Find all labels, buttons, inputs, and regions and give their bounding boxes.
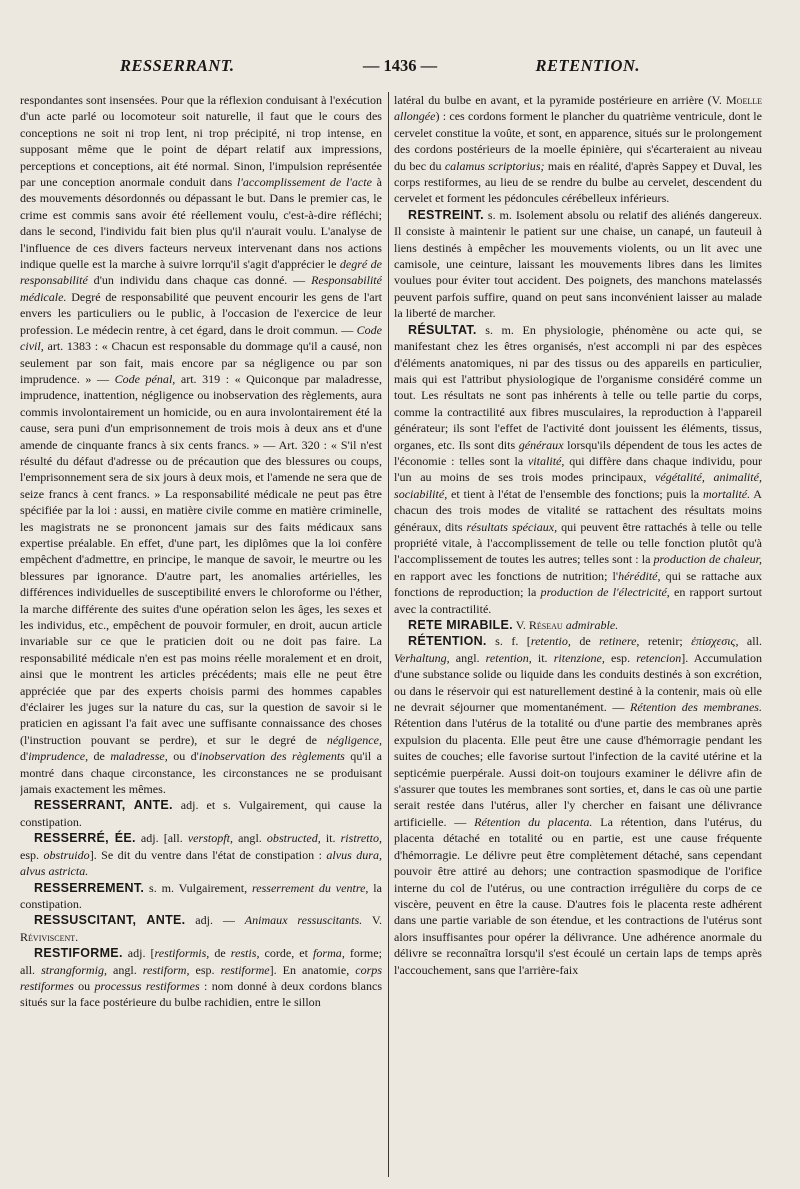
headword: RESSERRÉ, ÉE.	[34, 831, 136, 846]
entry-restiforme	[20, 945, 382, 1011]
entry-retention	[394, 633, 762, 978]
text-run: restiform,	[142, 962, 190, 977]
headword: RESSERRANT, ANTE.	[34, 798, 173, 813]
text-run: retencion	[636, 650, 682, 665]
text-run: ]. Accumulation d'une substance solide ou liquide dans les conduits destinés à son excrétion, ou dans le réservoir qui est naturellement destiné à la contenir, mais où elle ne devrait séjourner que momentanément. —	[394, 650, 762, 715]
text-run: restiformis,	[154, 946, 210, 961]
text-run: qui diffère dans chaque individu, pour l'un au moins de ses trois modes principaux,	[394, 453, 762, 485]
column-divider	[388, 92, 389, 1177]
text-run: all.	[738, 634, 762, 649]
text-run: production de l'électricité,	[540, 585, 670, 600]
continued-entry-restiforme	[394, 92, 762, 207]
right-column	[394, 92, 762, 1182]
text-run: angl.	[233, 831, 267, 846]
headword: RÉTENTION.	[408, 634, 487, 649]
text-run: qui se rattache aux fonctions de reproduction; la	[394, 568, 762, 600]
entry-resserrement	[20, 880, 382, 913]
text-run: art. 319 : « Quiconque par maladresse, imprudence, inattention, négligence ou inobservation des règlements, aura commis involontairement un homicide, ou en aura involontairement été la cause, sera puni d'un emprisonnement de trois mois à deux ans et d'une amende de cinquante francs à six cents francs. » — Art. 320 : « S'il n'est résulté du défaut d'adresse ou de précaution que des blessures ou coups, l'emprisonnement sera de six jours à deux mois, et l'amende ne sera que de seize francs à cent francs. » La responsabilité médicale ne peut pas être spécifiée par la loi : aussi, en matière civile comme en matière criminelle, les magistrats ne se prononcent jamais sur des faits médicaux sans expertise préalable. En effet, d'une part, les diplômes que la loi confère empêchent d'admettre, en principe, le manque de savoir, le meurtre ou les blessures par ignorance. D'autre part, les anomalies artérielles, les différences individuelles de susceptibilité envers le chloroforme ou l'éther, la marche différente des suites d'une opération selon les âges, les sexes et les individus, etc., empêchent de pouvoir formuler, en droit, aucun article invariable sur ce que le praticien doit ou ne doit pas faire. La responsabilité médicale n'en est pas moins réelle moralement et en droit, ainsi que le montrent les articles précédents; mais elle ne peut être appréciée que par des experts choisis parmi des hommes capables d'éclairer les juges sur la nature du cas, sur la question de savoir si le praticien en agissant l'a fait avec une suffisante connaissance des choses (l'instruction pouvant se perdre), et sur le degré de	[20, 371, 382, 747]
text-run: lorsqu'ils dépendent de tous les actes de l'économie : telles sont la	[394, 437, 762, 468]
text-run: allongée	[394, 109, 436, 124]
text-run: adj. [	[122, 946, 155, 961]
text-run: de	[570, 634, 600, 649]
text-run: généraux	[518, 437, 564, 452]
text-run: Degré de responsabilité que peuvent encourir les gens de l'art envers les particuliers ou le public, à l'occasion de l'exercice de leur profession. Le médecin rentre, à cet égard, dans le droit commun. —	[20, 289, 382, 337]
text-run: hérédité,	[618, 568, 661, 583]
text-run: Rétention dans l'utérus de la totalité ou d'une partie des membranes après expulsion du placenta. Elle peut être une cause d'hémorragie pendant les suites de couches; elle favorise surtout l'infection de la cavité utérine et la septicémie puerpérale. Aussi doit-on toujours examiner le délivre afin de s'assurer que toutes les membranes sont sorties, et, dans le cas où une partie serait restée dans l'utérus, aller l'y chercher en faisant une délivrance artificielle. —	[394, 716, 762, 829]
text-run: s. m. En physiologie, phénomène ou acte qui, se manifestant chez les êtres organisés, n'est accompli ni par des espèces d'éléments anatomiques, ni par des tissus ou des appareils en particulier, mais qui est l'attribut physiologique de l'organisme considéré comme un tout. Les résultats ne sont pas inhérents à telle ou telle partie du corps, comme la contractilité aux fibres musculaires, la reproduction à l'appareil générateur; ils sont l'effet de l'activité dont jouissent les éléments, tissus, organes, etc. Ils sont dits	[394, 322, 762, 452]
text-run: it.	[531, 650, 554, 665]
text-run: production de chaleur,	[653, 552, 762, 567]
text-run: Moelle	[725, 93, 762, 107]
text-run: vitalité,	[527, 453, 565, 468]
text-run: en rapport avec les fonctions de nutrition; l'	[394, 568, 619, 583]
text-run: adj. [all.	[135, 831, 188, 846]
text-run: ou	[73, 978, 95, 993]
text-run: corps restiformes	[20, 962, 382, 993]
text-run: de	[209, 946, 231, 961]
text-run: Réseau	[528, 618, 563, 632]
text-run: obstructed,	[266, 831, 321, 846]
text-run: résultats spéciaux,	[466, 519, 558, 534]
text-run: mais en réalité, d'après Sappey et Duval, les corps restiformes, au lieu de se rendre du bulbe au cervelet, descendent du cervelet et forment les pédoncules cérébelleux inférieurs.	[394, 158, 762, 206]
text-run: Code pénal,	[114, 371, 176, 386]
text-run: mortalité.	[702, 486, 751, 501]
text-run: admirable.	[562, 618, 619, 632]
text-run: la constipation.	[20, 880, 382, 911]
text-run: Code civil,	[20, 322, 382, 354]
text-run: qui peuvent être rattachés à telle ou telle propriété vitale, à l'accomplissement de telle ou telle fonction plutôt qu'à l'accomplissement de toutes les autres; telles sont : la	[394, 519, 762, 567]
text-run: à des mouvements désordonnés ou dépassant le but. Dans le premier cas, le crime est commis sans avoir été réellement voulu, c'est-à-dire réfléchi; dans le second, l'individu fait bien plus qu'il n'aurait voulu. L'analyse de l'influence de ces divers facteurs nerveux intervenant dans nos actions indique quelle est la marche à suivre lorrqu'il s'agit d'apprécier le	[20, 175, 382, 272]
text-run: ) : ces cordons forment le plancher du quatrième ventricule, dont le cervelet constitue la voûte, et sont, en apparence, situés sur le prolongement des cordons postérieurs de la moelle épinière, qui s'écarteraient au niveau du bec du	[394, 109, 762, 173]
text-run: retentio,	[530, 634, 571, 649]
text-run: adj. —	[185, 913, 245, 928]
text-run: négligence,	[326, 732, 382, 747]
text-run: verstopft,	[187, 831, 233, 846]
text-run: Responsabilité médicale.	[20, 273, 382, 304]
text-run: inobservation des règlements	[198, 749, 345, 764]
entry-rete-mirabile	[394, 617, 762, 633]
text-run: V.	[362, 913, 382, 928]
text-run: Réviviscent.	[20, 929, 79, 944]
text-run: strangformig,	[41, 962, 107, 977]
text-run: esp.	[604, 650, 637, 665]
page-number: — 1436 —	[362, 56, 438, 75]
running-header	[20, 56, 780, 80]
continued-entry-responsabilite	[20, 92, 382, 797]
text-run: latéral du bulbe en avant, et la pyramide postérieure en arrière (V.	[394, 93, 726, 107]
text-run: restiforme	[220, 962, 270, 977]
text-run: de	[88, 749, 111, 764]
header-last-headword: RETENTION.	[535, 56, 640, 75]
text-run: resserrement du ventre,	[252, 880, 369, 895]
text-run: ristretto,	[340, 831, 382, 846]
text-run: d'	[20, 749, 29, 764]
text-run: La rétention, dans l'utérus, du placenta détaché en totalité ou en partie, est une cause fréquente d'hémorragie. Le délivre peut être complètement détaché, sans cependant pouvoir être attiré au dehors; une contraction spasmodique de l'orifice interne du col de l'utérus, ou une contraction irrégulière du corps de ce viscère, peuvent en être la cause. D'autres fois le placenta reste adhérent dans une partie variable de son étendue, et les contractions de l'utérus sont alors insuffisantes pour opérer la délivrance. Une adhérence anormale du délivre se reconnaîtra lorsqu'il s'est écoulé un certain laps de temps après l'accouchement, sans que l'arrière-faix	[394, 814, 762, 977]
text-run: en rapport surtout avec la contractilité.	[394, 585, 762, 616]
text-run: it.	[320, 831, 341, 846]
text-run: forme; all.	[20, 946, 382, 977]
left-column	[20, 92, 382, 1182]
entry-resultat	[394, 322, 762, 617]
entry-resserrant	[20, 797, 382, 830]
entry-resserre	[20, 830, 382, 879]
text-run: s. m. Vulgairement,	[144, 880, 252, 895]
text-run: esp.	[189, 962, 221, 977]
text-run: Rétention du placenta.	[474, 814, 593, 829]
entry-restreint	[394, 207, 762, 322]
headword: RETE MIRABILE.	[408, 618, 513, 632]
headword: RESSUSCITANT, ANTE.	[34, 913, 186, 928]
text-run: ou d'	[167, 749, 199, 764]
text-run: V.	[512, 618, 529, 632]
headword: RESTREINT.	[408, 207, 484, 222]
text-run: obstruido	[43, 847, 90, 862]
text-run: alvus dura, alvus astricta.	[20, 847, 382, 879]
text-run: angl.	[107, 962, 143, 977]
text-run: d'un individu dans chaque cas donné. —	[87, 273, 312, 288]
text-run: et tient à l'état de l'ensemble des fonctions; puis la	[447, 486, 703, 501]
text-run: respondantes sont insensées. Pour que la réflexion conduisant à l'exécution d'un acte parlé ou locomoteur soit naturelle, il faut que le cours des conceptions ne soit ni trop lent, ni trop précipité, ni trop intense, en supposant même que le point de départ relatif aux impressions, perceptions et conceptions, ait été normal. Sinon, l'impulsion représentée par une conception anormale conduit dans	[20, 93, 382, 190]
entry-ressuscitant	[20, 912, 382, 945]
text-run: degré de responsabilité	[20, 257, 382, 288]
text-run: végétalité, animalité, sociabilité,	[394, 470, 762, 501]
header-first-headword: RESSERRANT.	[120, 56, 235, 75]
text-run: Animaux ressuscitants.	[244, 913, 363, 928]
text-run: esp.	[20, 847, 44, 862]
text-run: ]. Se dit du ventre dans l'état de constipation :	[89, 847, 327, 862]
text-run: ]. En anatomie,	[269, 962, 356, 977]
headword: RÉSULTAT.	[408, 322, 477, 337]
text-run: qu'il a montré dans chaque circonstance, les circonstances ne se produisant jamais exactement les mêmes.	[20, 749, 382, 797]
text-run: restis,	[230, 946, 260, 961]
text-run: retinere,	[599, 634, 640, 649]
text-run: ritenzione,	[553, 650, 605, 665]
text-run: art. 1383 : « Chacun est responsable du dommage qu'il a causé, non seulement par son fait, mais encore par sa négligence ou par son imprudence. » —	[20, 339, 382, 386]
text-run: corde, et	[259, 946, 314, 961]
text-run: retention,	[485, 650, 532, 665]
text-run: forma,	[313, 946, 345, 961]
text-run: adj. et s. Vulgairement, qui cause la constipation.	[20, 798, 382, 829]
text-run: retenir;	[639, 634, 692, 649]
text-run: imprudence,	[28, 749, 89, 764]
text-run: A chacun des trois modes de vitalité se rattachent des résultats moins généraux, dits	[394, 486, 762, 534]
text-run: angl.	[449, 650, 486, 665]
headword: RESTIFORME.	[34, 946, 123, 961]
text-run: Verhaltung,	[394, 650, 450, 665]
text-run: processus restiformes	[94, 978, 200, 993]
headword: RESSERREMENT.	[34, 880, 145, 895]
text-run: s. m. Isolement absolu ou relatif des aliénés dangereux. Il consiste à maintenir le patient sur une chaise, un canapé, un fauteuil à liens destinés à empêcher les mouvements violents, ou un lit avec une camisole, une ceinture, laissant les mouvements libres dans les limites voulues pour éviter tout accident. Des poignets, des manchons matelassés peuvent parfois suffire, quand on peut sans inconvénient laisser au malade la liberté de marcher.	[394, 207, 762, 321]
text-run: calamus scriptorius;	[444, 158, 545, 173]
text-run: l'accomplissement de l'acte	[236, 175, 372, 190]
text-run: Rétention des membranes.	[630, 700, 762, 715]
text-run: maladresse,	[110, 749, 168, 764]
text-run: ἐπίσχεσις,	[691, 634, 739, 649]
text-run: : nom donné à deux cordons blancs situés sur la face postérieure du bulbe rachidien, entre le sillon	[20, 978, 382, 1010]
text-run: s. f. [	[486, 634, 531, 649]
